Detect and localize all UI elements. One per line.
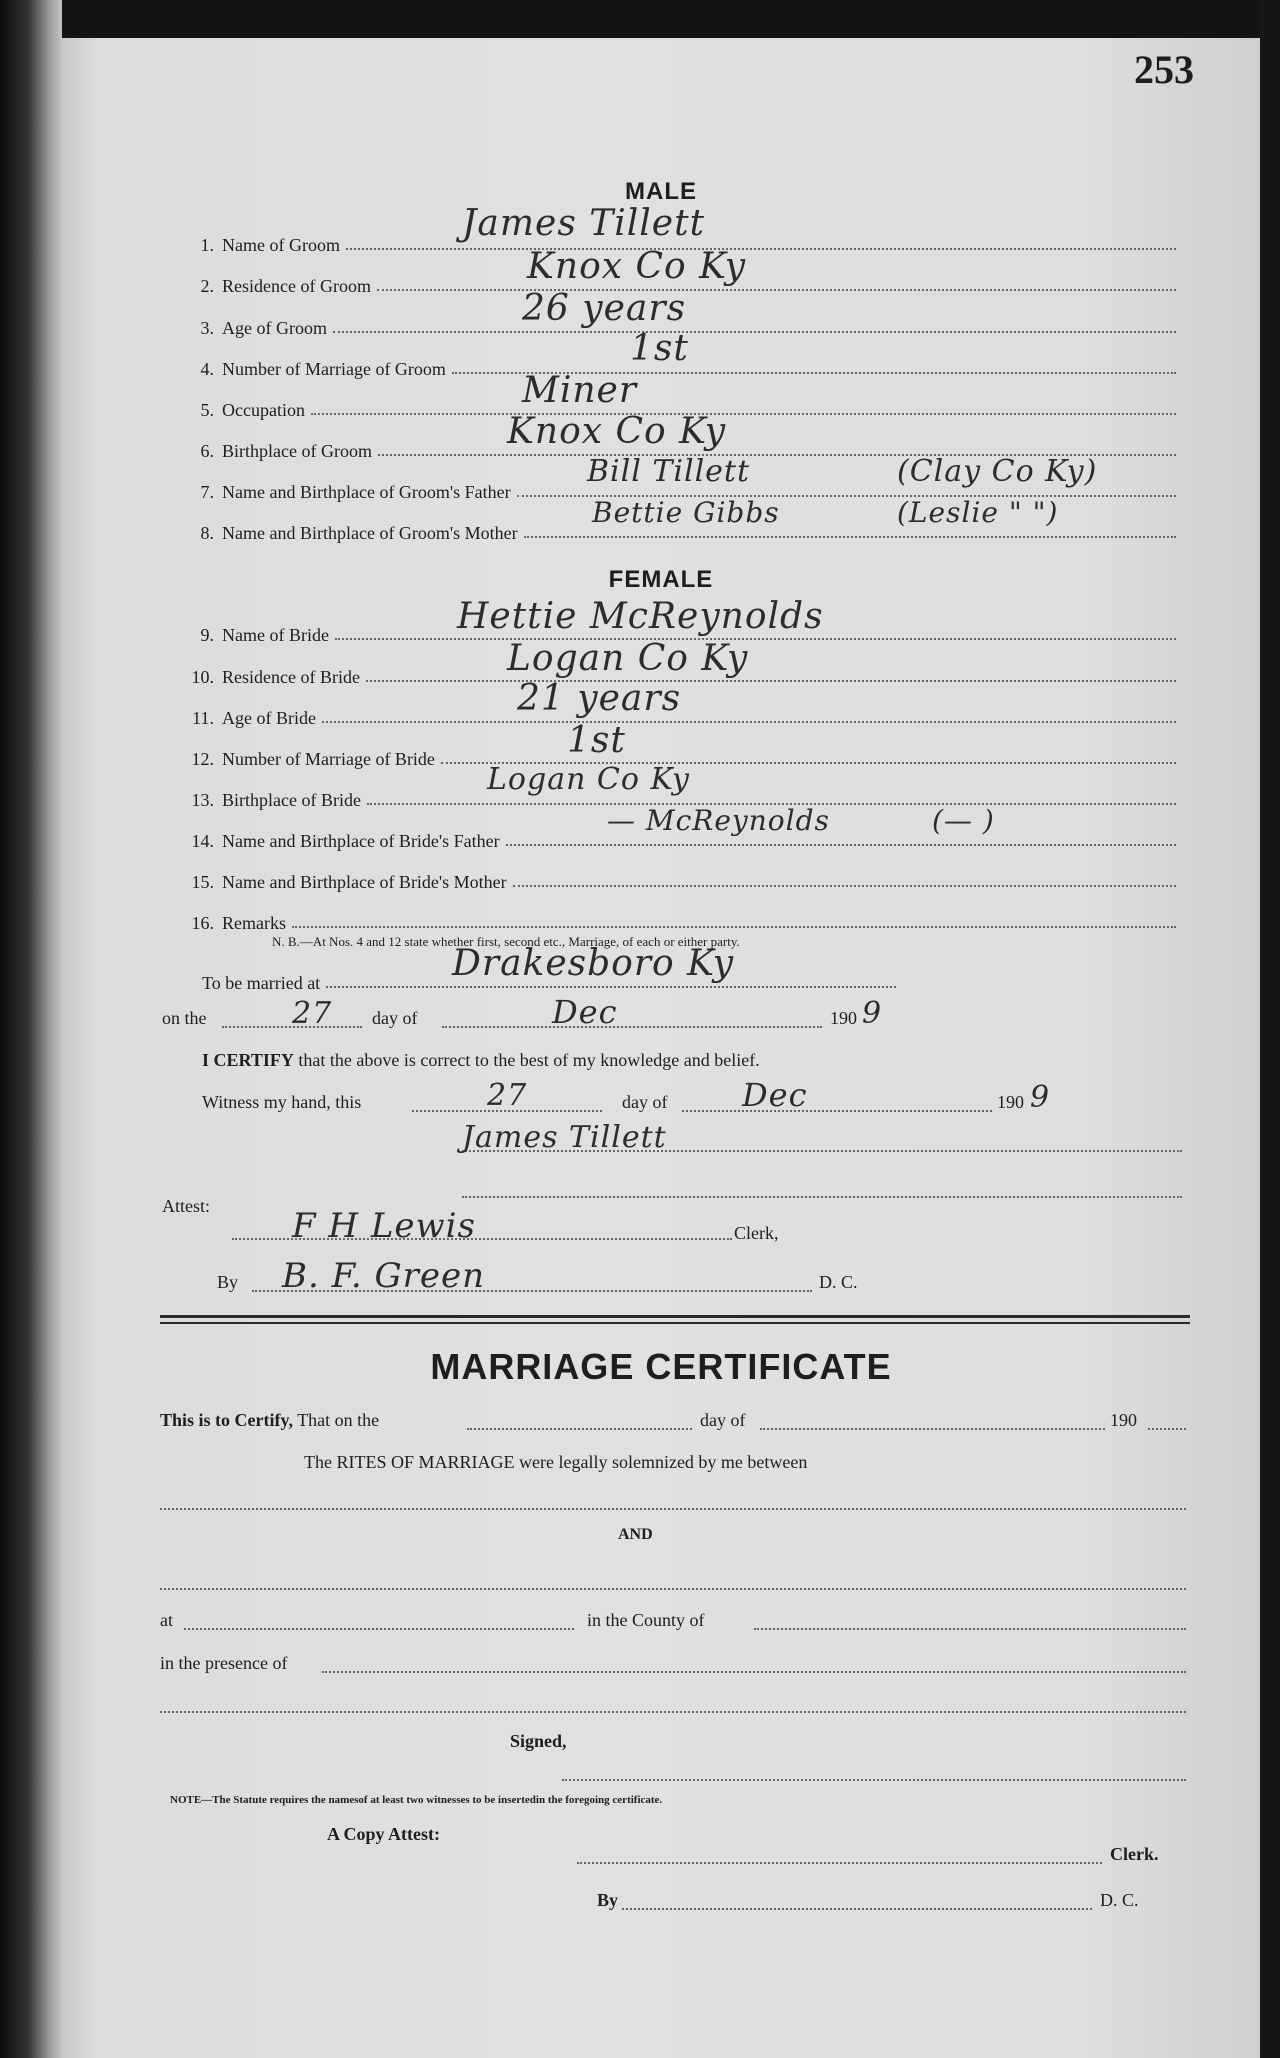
field-row-bride-marriage-number: 12. Number of Marriage of Bride <box>172 740 1182 770</box>
marriage-month-value: Dec <box>552 993 618 1031</box>
occupation-value: Miner <box>522 370 638 411</box>
attest-label: Attest: <box>162 1196 210 1216</box>
witness-day-of-label: day of <box>622 1092 668 1112</box>
groom-father-value: Bill Tillett <box>587 454 751 489</box>
witness-year-digit: 9 <box>1030 1080 1051 1115</box>
certify-statement: I CERTIFY that the above is correct to the best of my knowledge and belief. <box>202 1050 760 1070</box>
female-heading: FEMALE <box>608 566 714 593</box>
field-row-bride-age: 11. Age of Bride <box>172 699 1182 729</box>
field-row-groom-age: 3. Age of Groom <box>172 309 1182 339</box>
groom-marriage-number-value: 1st <box>630 328 689 369</box>
groom-age-value: 26 years <box>522 288 687 329</box>
field-row-bride-father: 14. Name and Birthplace of Bride's Father <box>172 822 1182 852</box>
groom-mother-value: Bettie Gibbs <box>592 496 780 529</box>
field-row-occupation: 5. Occupation <box>172 391 1182 421</box>
day-of-label: day of <box>372 1008 418 1028</box>
witness-day-value: 27 <box>487 1078 528 1113</box>
field-label: Name of Groom <box>222 235 340 255</box>
page-number: 253 <box>1134 47 1194 92</box>
groom-mother-birthplace-value: (Leslie " ") <box>897 496 1059 529</box>
field-row-bride-birthplace: 13. Birthplace of Bride <box>172 781 1182 811</box>
dc-label: D. C. <box>819 1272 858 1292</box>
bride-father-value: — McReynolds <box>607 804 830 837</box>
field-row-bride-residence: 10. Residence of Bride <box>172 658 1182 688</box>
groom-birthplace-value: Knox Co Ky <box>507 411 727 452</box>
witness-label: Witness my hand, this <box>202 1092 362 1112</box>
witness-year-prefix: 190 <box>997 1092 1024 1112</box>
by-label: By <box>217 1272 239 1292</box>
bride-marriage-number-value: 1st <box>567 720 626 761</box>
field-row-remarks: 16. Remarks <box>172 904 1182 934</box>
certificate-dc-label: D. C. <box>1100 1890 1139 1910</box>
on-the-label: on the <box>162 1008 207 1028</box>
book-spine <box>0 0 62 2058</box>
nb-note: N. B.—At Nos. 4 and 12 state whether first, second etc., Marriage, of each or either party. <box>272 934 740 949</box>
section-divider-bottom <box>160 1322 1190 1324</box>
scan-top-border <box>0 0 1280 38</box>
certificate-by-label: By <box>597 1890 619 1910</box>
field-row-groom-father: 7. Name and Birthplace of Groom's Father <box>172 473 1182 503</box>
and-label: AND <box>618 1526 653 1543</box>
marriage-place-value: Drakesboro Ky <box>452 943 735 984</box>
copy-attest-label: A Copy Attest: <box>327 1824 440 1844</box>
section-divider-top <box>160 1315 1190 1318</box>
certificate-title: MARRIAGE CERTIFICATE <box>430 1346 892 1387</box>
married-at-row: To be married at <box>202 964 902 994</box>
groom-name-value: James Tillett <box>462 203 706 244</box>
bride-name-value: Hettie McReynolds <box>457 596 824 637</box>
signed-label: Signed, <box>510 1731 567 1751</box>
year-prefix: 190 <box>830 1008 857 1028</box>
statute-note: NOTE—The Statute requires the namesof at least two witnesses to be insertedin the foregoing certificate. <box>170 1794 663 1806</box>
certify-year-prefix: 190 <box>1110 1410 1137 1430</box>
certify-line: This is to Certify, That on the <box>160 1410 380 1430</box>
bride-residence-value: Logan Co Ky <box>507 638 749 679</box>
at-label: at <box>160 1610 173 1630</box>
county-label: in the County of <box>587 1610 705 1630</box>
clerk-signature: F H Lewis <box>292 1206 476 1246</box>
marriage-day-value: 27 <box>292 996 333 1031</box>
marriage-year-digit: 9 <box>862 996 883 1031</box>
groom-father-birthplace-value: (Clay Co Ky) <box>897 454 1098 489</box>
male-heading: MALE <box>625 178 697 205</box>
bride-age-value: 21 years <box>517 678 682 719</box>
field-row-bride-mother: 15. Name and Birthplace of Bride's Mother <box>172 863 1182 893</box>
bride-father-birthplace-value: (— ) <box>932 804 995 837</box>
deputy-clerk-signature: B. F. Green <box>282 1256 486 1296</box>
clerk-label: Clerk, <box>734 1223 779 1243</box>
scan-right-border <box>1260 0 1280 2058</box>
witness-month-value: Dec <box>742 1076 808 1114</box>
presence-label: in the presence of <box>160 1653 288 1673</box>
groom-signature: James Tillett <box>462 1120 667 1155</box>
field-row-groom-residence: 2. Residence of Groom <box>172 267 1182 297</box>
rites-line: The RITES OF MARRIAGE were legally solemnized by me between <box>304 1452 808 1472</box>
bride-birthplace-value: Logan Co Ky <box>487 762 690 797</box>
certificate-clerk-label: Clerk. <box>1110 1844 1159 1864</box>
register-page <box>62 38 1260 2058</box>
field-row-bride-name: 9. Name of Bride <box>172 616 1182 646</box>
field-row-groom-marriage-number: 4. Number of Marriage of Groom <box>172 350 1182 380</box>
field-row-groom-birthplace: 6. Birthplace of Groom <box>172 432 1182 462</box>
field-row-groom-mother: 8. Name and Birthplace of Groom's Mother <box>172 514 1182 544</box>
certify-day-of: day of <box>700 1410 746 1430</box>
field-row-groom-name: 1. Name of Groom <box>172 226 1182 256</box>
groom-residence-value: Knox Co Ky <box>527 246 747 287</box>
